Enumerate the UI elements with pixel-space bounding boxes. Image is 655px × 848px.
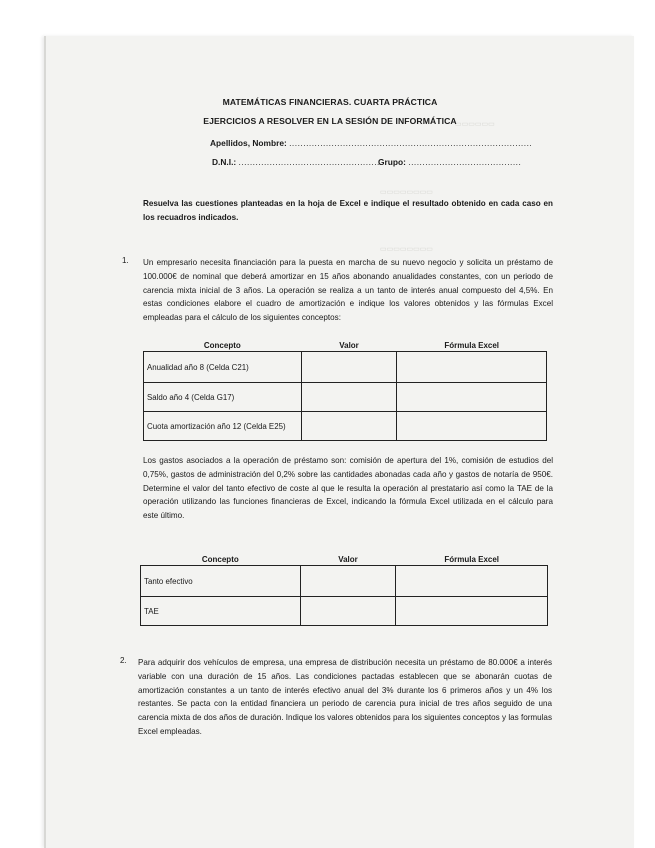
bleed-through-mark: ▭▭▭▭▭▭ (455, 121, 495, 128)
concepto-cell: Cuota amortización año 12 (Celda E25) (144, 412, 302, 441)
table-row (141, 566, 548, 597)
valor-cell[interactable] (300, 597, 396, 626)
table-row (144, 412, 547, 441)
valor-cell[interactable] (301, 412, 397, 441)
instructions: Resuelva las cuestiones planteadas en la hoja de Excel e indique el resultado obtenido en cada caso en los recuadros indicados. (143, 199, 553, 222)
table-row (144, 352, 547, 383)
column-header-formula: Fórmula Excel (396, 553, 548, 566)
formula-cell[interactable] (397, 352, 547, 383)
concepto-cell: Saldo año 4 (Celda G17) (144, 383, 302, 412)
grupo-dots: ........................................ (408, 157, 522, 167)
exercise-1-text: Un empresario necesita financiación para la puesta en marcha de su nuevo negocio y solicita un préstamo de 100.000€ de nominal que deberá amortizar en 15 años abonando anualidades constantes, con un periodo de carencia mixta inicial de 3 años. La operación se realiza a un tanto de interés anual compuesto del 4,5%. En estas condiciones elabore el cuadro de amortización e indique los valores obtenidos y las fórmulas Excel empleadas para el cálculo de los siguientes conceptos: (143, 258, 553, 323)
valor-cell[interactable] (300, 566, 396, 597)
column-header-valor: Valor (300, 553, 396, 566)
dni-dots: .................................................. (238, 157, 380, 167)
apellidos-dots: ...................................................................................... (289, 138, 533, 148)
table-row (144, 383, 547, 412)
column-header-valor: Valor (301, 339, 397, 352)
concepto-cell: Anualidad año 8 (Celda C21) (144, 352, 302, 383)
concepto-cell: Tanto efectivo (141, 566, 301, 597)
grupo-field[interactable] (378, 157, 521, 167)
formula-cell[interactable] (397, 383, 547, 412)
valor-cell[interactable] (301, 352, 397, 383)
valor-cell[interactable] (301, 383, 397, 412)
apellidos-label: Apellidos, Nombre: (210, 138, 287, 148)
concepto-cell: TAE (141, 597, 301, 626)
dni-field[interactable] (212, 157, 380, 167)
exercise-1-number: 1. (122, 256, 129, 265)
bleed-through-mark: ▭▭▭▭▭▭▭▭ (380, 246, 433, 253)
apellidos-field[interactable] (210, 138, 532, 148)
exercise-2-text: Para adquirir dos vehículos de empresa, una empresa de distribución necesita un préstamo de 80.000€ a interés variable con una duración de 15 años. Las condiciones pactadas establecen que se abonarán cuotas de amortización constantes a un tanto de interés efectivo anual del 3% durante los 6 primeros años y un 4% los restantes. Se pacta con la entidad financiera un periodo de carencia pura inicial de tres años seguido de una carencia mixta de dos años de duración. Indique los valores obtenidos para los siguientes conceptos y las formulas Excel empleadas. (138, 658, 552, 736)
column-header-concepto: Concepto (141, 553, 301, 566)
exercise-2-number: 2. (120, 656, 127, 665)
table-row (141, 597, 548, 626)
formula-cell[interactable] (396, 597, 548, 626)
loan-costs-text: Los gastos asociados a la operación de préstamo son: comisión de apertura del 1%, comisión de estudios del 0,75%, gastos de administración del 0,2% sobre las cantidades abonadas cada año y gastos de notaría de 950€. Determine el valor del tanto efectivo de coste al que le resulta la operación al prestatario así como la TAE de la operación utilizando las funciones financieras de Excel, indicando la fórmula Excel utilizada en el cálculo para este último. (143, 456, 553, 521)
formula-cell[interactable] (396, 566, 548, 597)
bleed-through-mark: ▭▭▭▭▭▭▭▭ (380, 189, 433, 196)
exercise-1-table (143, 339, 547, 441)
formula-cell[interactable] (397, 412, 547, 441)
column-header-concepto: Concepto (144, 339, 302, 352)
column-header-formula: Fórmula Excel (397, 339, 547, 352)
document-title: MATEMÁTICAS FINANCIERAS. CUARTA PRÁCTICA (222, 97, 438, 107)
document-subtitle: EJERCICIOS A RESOLVER EN LA SESIÓN DE INFORMÁTICA (203, 116, 457, 126)
exercise-1-table-2 (140, 553, 548, 626)
grupo-label: Grupo: (378, 157, 406, 167)
dni-label: D.N.I.: (212, 157, 237, 167)
